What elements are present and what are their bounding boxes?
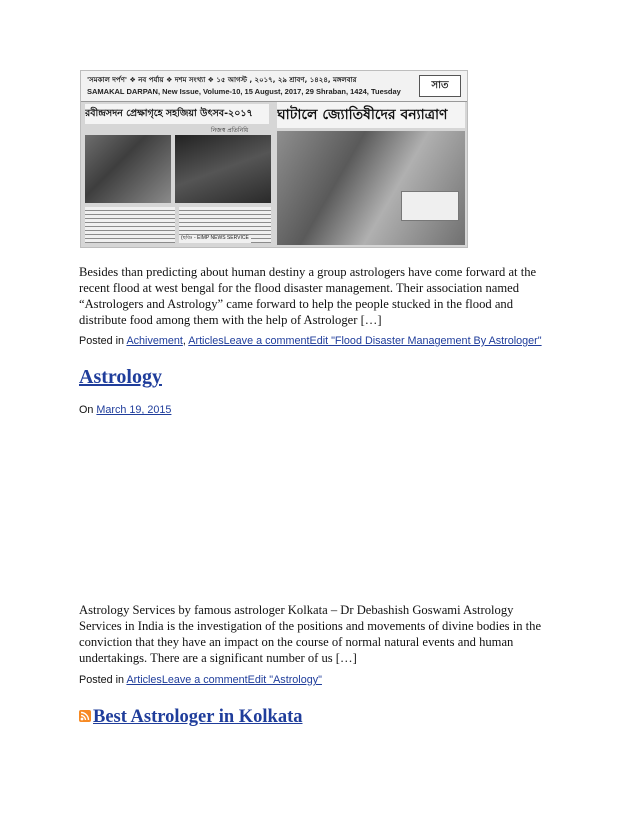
category-link-articles[interactable]: Articles <box>188 335 224 347</box>
clipping-photo-stage <box>175 135 271 203</box>
clipping-text-column <box>85 207 175 243</box>
category-link-achivement[interactable]: Achivement <box>126 335 183 347</box>
post-date-line <box>79 404 171 416</box>
edit-post-link[interactable]: Edit "Astrology" <box>247 674 322 686</box>
edit-post-link[interactable]: Edit "Flood Disaster Management By Astrologer" <box>309 335 542 347</box>
category-separator: , <box>182 335 189 347</box>
clipping-headline-right: ঘাটালে জ্যোতিষীদের বন্যাত্রাণ <box>277 102 465 128</box>
clipping-headline-left: রবীন্দ্রসদন প্রেক্ষাগৃহে সহজিয়া উৎসব-২০১৭ <box>85 104 269 124</box>
clipping-photo-musicians <box>85 135 171 203</box>
clipping-photo-banner <box>401 191 459 221</box>
leave-comment-link[interactable]: Leave a comment <box>223 335 310 347</box>
category-link-articles[interactable]: Articles <box>126 674 162 686</box>
posted-in-label: Posted in <box>79 674 125 686</box>
post-meta <box>79 335 542 347</box>
clipping-masthead <box>81 71 467 102</box>
clipping-masthead-bengali: 'সমকাল দর্পণ' ❖ নব পর্যায় ❖ দশম সংখ্যা ❖ ১৫ আগস্ট , ২০১৭, ২৯ শ্রাবণ, ১৪২৪, মঙ্গলবার <box>87 76 357 84</box>
post-title-link[interactable]: Astrology <box>79 366 162 388</box>
post-excerpt: Astrology Services by famous astrologer Kolkata – Dr Debashish Goswami Astrology Services in India is the investigation of the positions and movements of divine bodies in the conviction that they have an impact on the course of normal natural events and human undertakings. There are a significant number of us […] <box>79 603 542 665</box>
clipping-byline: নিজস্ব প্রতিনিধি <box>211 127 249 134</box>
clipping-section-label: সাত <box>419 75 461 97</box>
newspaper-clipping-image <box>80 70 468 248</box>
post-title <box>79 706 303 728</box>
post-excerpt: Besides than predicting about human destiny a group astrologers have come forward at the recent flood at west bengal for the flood disaster management. Their association named “Astrologers and Astrology” came forward to help the people stucked in the flood and distribute food among them with the help of Astrologer […] <box>79 265 537 327</box>
post-meta <box>79 674 322 686</box>
post-title <box>79 366 162 388</box>
on-label: On <box>79 404 94 416</box>
leave-comment-link[interactable]: Leave a comment <box>161 674 248 686</box>
post-date-link[interactable]: March 19, 2015 <box>96 404 172 416</box>
clipping-masthead-english: SAMAKAL DARPAN, New Issue, Volume-10, 15 August, 2017, 29 Shraban, 1424, Tuesday <box>87 87 401 96</box>
clipping-photo-relief <box>277 131 465 245</box>
clipping-photo-credit: (ছবিঃ - EIMP NEWS SERVICE <box>181 235 249 241</box>
rss-feed-icon <box>79 710 91 722</box>
posted-in-label: Posted in <box>79 335 125 347</box>
post-title-link[interactable]: Best Astrologer in Kolkata <box>93 707 303 727</box>
